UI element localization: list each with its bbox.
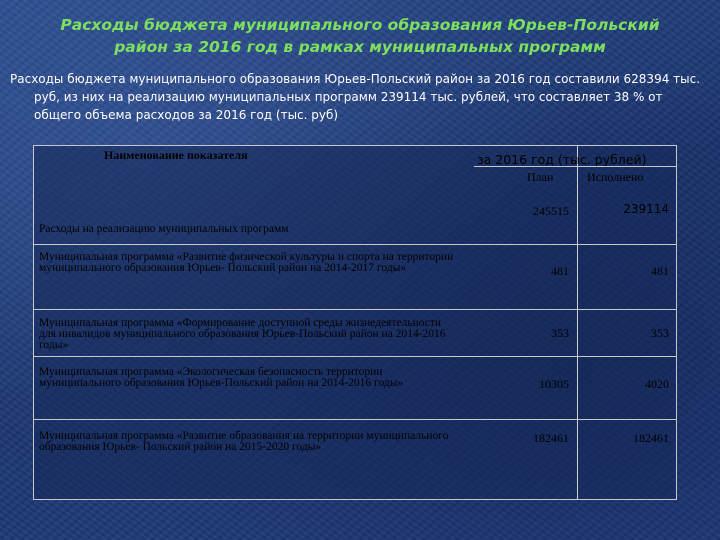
slide-title (0, 14, 720, 58)
row-divider (34, 419, 676, 420)
program-done-value: 182461 (633, 431, 669, 445)
program-name: Муниципальная программа «Экологическая безопасность территории муниципального образования Юрьев-Польский район на 2014-2016 годы» (39, 366, 404, 389)
total-done-value: 239114 (623, 202, 669, 216)
program-done-value: 4020 (645, 377, 669, 391)
program-plan-value: 10305 (539, 377, 569, 391)
done-header: Исполнено (587, 170, 644, 184)
program-done-value: 481 (651, 264, 669, 278)
row-divider (34, 244, 676, 245)
slide-title-line-1: Расходы бюджета муниципального образования Юрьев-Польский (60, 16, 660, 34)
program-name: Муниципальная программа «Развитие образования на территории муниципального образования Юрьев- Польский район на 2015-2020 годы» (39, 430, 449, 453)
program-name: Муниципальная программа «Формирование доступной среды жизнедеятельности для инвалидов муниципального образования Юрьев-Польский район на 2014-2016 годы» (39, 317, 446, 351)
program-name: Муниципальная программа «Развитие физической культуры и спорта на территории муниципального образования Юрьев- Польский район на 2014-2017 годы» (39, 251, 454, 274)
intro-paragraph (10, 70, 710, 124)
column-divider (577, 146, 578, 499)
intro-text: Расходы бюджета муниципального образования Юрьев-Польский район за 2016 год составили 628394 тыс. руб, из них на реализацию муниципальных программ 239114 тыс. рублей, что составляет 38 % от общего объема расходов за 2016 год (тыс. руб) (10, 72, 701, 122)
plan-header: План (527, 170, 554, 184)
program-plan-value: 182461 (533, 431, 569, 445)
indicator-header: Наименование показателя (104, 148, 248, 162)
header-divider (474, 166, 677, 167)
total-plan-value: 245515 (533, 204, 569, 218)
program-done-value: 353 (651, 326, 669, 340)
program-plan-value: 353 (551, 326, 569, 340)
row-divider (34, 356, 676, 357)
program-plan-value: 481 (551, 264, 569, 278)
total-label: Расходы на реализацию муниципальных программ (39, 223, 289, 235)
slide-title-line-2: район за 2016 год в рамках муниципальных программ (114, 38, 606, 56)
period-header: за 2016 год (тыс. рублей) (477, 152, 647, 167)
programs-table (33, 145, 677, 500)
row-divider (34, 309, 676, 310)
